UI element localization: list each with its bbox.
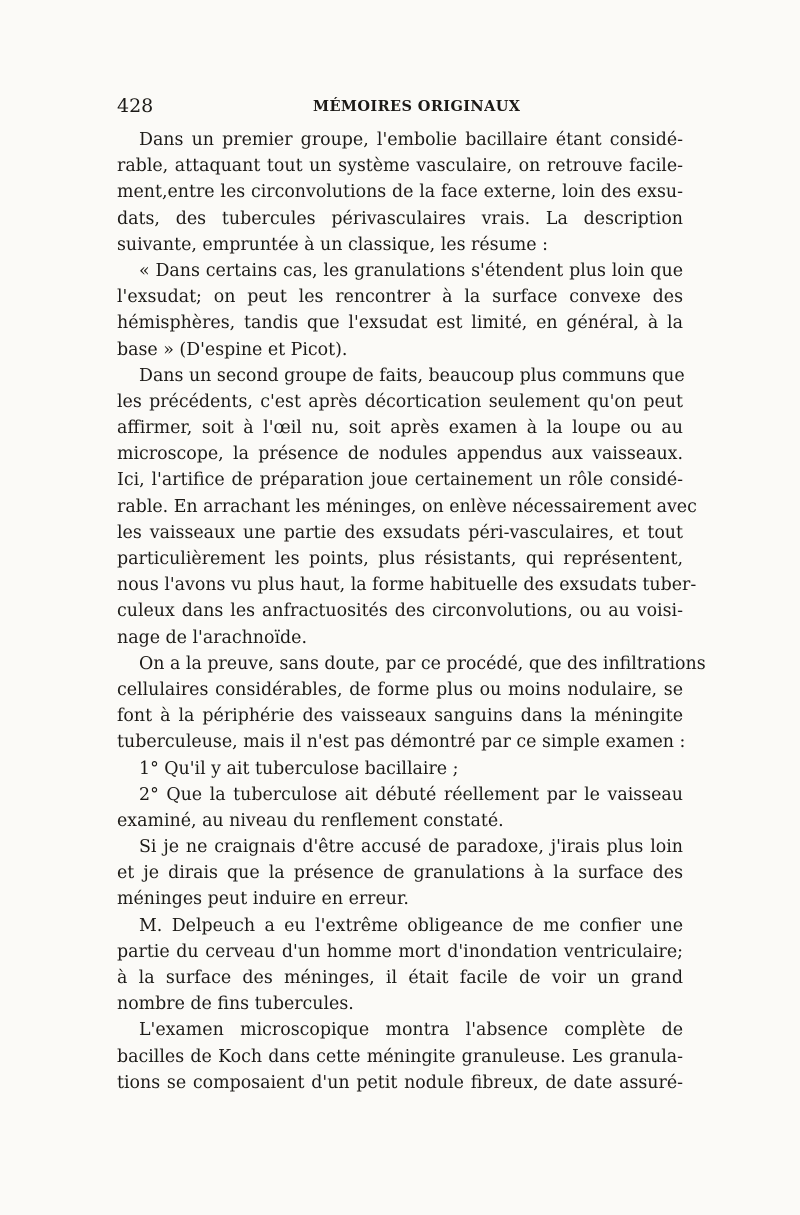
text-line: 2° Que la tuberculose ait débuté réellement par le vaisseau (139, 784, 683, 805)
text-line: hémisphères, tandis que l'exsudat est limité, en général, à la (117, 313, 683, 334)
text-line: « Dans certains cas, les granulations s'étendent plus loin que (139, 260, 683, 281)
text-line: les précédents, c'est après décortication seulement qu'on peut (117, 391, 683, 412)
text-line: particulièrement les points, plus résistants, qui représentent, (117, 549, 683, 569)
text-line: affirmer, soit à l'œil nu, soit après examen à la loupe ou au (117, 418, 683, 439)
text-line: 1° Qu'il y ait tuberculose bacillaire ; (139, 758, 459, 779)
running-title: MÉMOIRES ORIGINAUX (313, 98, 521, 115)
text-line: rable. En arrachant les méninges, on enlève nécessairement avec (117, 496, 697, 517)
text-line: tuberculeuse, mais il n'est pas démontré par ce simple examen : (117, 732, 686, 753)
page-number: 428 (117, 95, 154, 117)
text-line: L'examen microscopique montra l'absence complète de (139, 1020, 683, 1041)
text-line: ment,entre les circonvolutions de la face externe, loin des exsu- (117, 182, 683, 203)
text-line: culeux dans les anfractuosités des circonvolutions, ou au voisi- (117, 601, 683, 622)
text-line: base » (D'espine et Picot). (117, 339, 348, 360)
text-line: l'exsudat; on peut les rencontrer à la surface convexe des (117, 287, 683, 308)
text-line: dats, des tubercules périvasculaires vrais. La description (117, 208, 683, 229)
text-line: examiné, au niveau du renflement constaté. (117, 810, 504, 831)
text-line: nage de l'arachnoïde. (117, 627, 307, 648)
text-line: les vaisseaux une partie des exsudats péri-vasculaires, et tout (117, 522, 683, 543)
text-line: cellulaires considérables, de forme plus ou moins nodulaire, se (117, 679, 683, 700)
text-line: partie du cerveau d'un homme mort d'inondation ventriculaire; (117, 941, 683, 962)
text-line: rable, attaquant tout un système vasculaire, on retrouve facile- (117, 156, 683, 177)
text-line: Dans un premier groupe, l'embolie bacillaire étant considé- (139, 130, 683, 150)
text-line: suivante, empruntée à un classique, les résume : (117, 234, 548, 255)
text-line: font à la périphérie des vaisseaux sanguins dans la méningite (117, 706, 683, 727)
text-line: Si je ne craignais d'être accusé de paradoxe, j'irais plus loin (139, 837, 683, 858)
text-line: et je dirais que la présence de granulations à la surface des (117, 863, 683, 884)
text-line: Dans un second groupe de faits, beaucoup plus communs que (139, 365, 685, 386)
running-head (117, 95, 683, 119)
text-line: nombre de fins tubercules. (117, 994, 354, 1015)
text-line: bacilles de Koch dans cette méningite granuleuse. Les granula- (117, 1046, 683, 1067)
text-line: Ici, l'artifice de préparation joue certainement un rôle considé- (117, 470, 683, 491)
text-line: On a la preuve, sans doute, par ce procédé, que des infiltrations (139, 653, 706, 674)
text-line: M. Delpeuch a eu l'extrême obligeance de me confier une (139, 915, 683, 936)
text-line: à la surface des méninges, il était facile de voir un grand (117, 968, 683, 988)
text-line: microscope, la présence de nodules appendus aux vaisseaux. (117, 444, 683, 465)
body-text (117, 127, 706, 1096)
text-line: tions se composaient d'un petit nodule fibreux, de date assuré- (117, 1072, 683, 1093)
text-line: nous l'avons vu plus haut, la forme habituelle des exsudats tuber- (117, 575, 697, 596)
text-line: méninges peut induire en erreur. (117, 889, 409, 910)
